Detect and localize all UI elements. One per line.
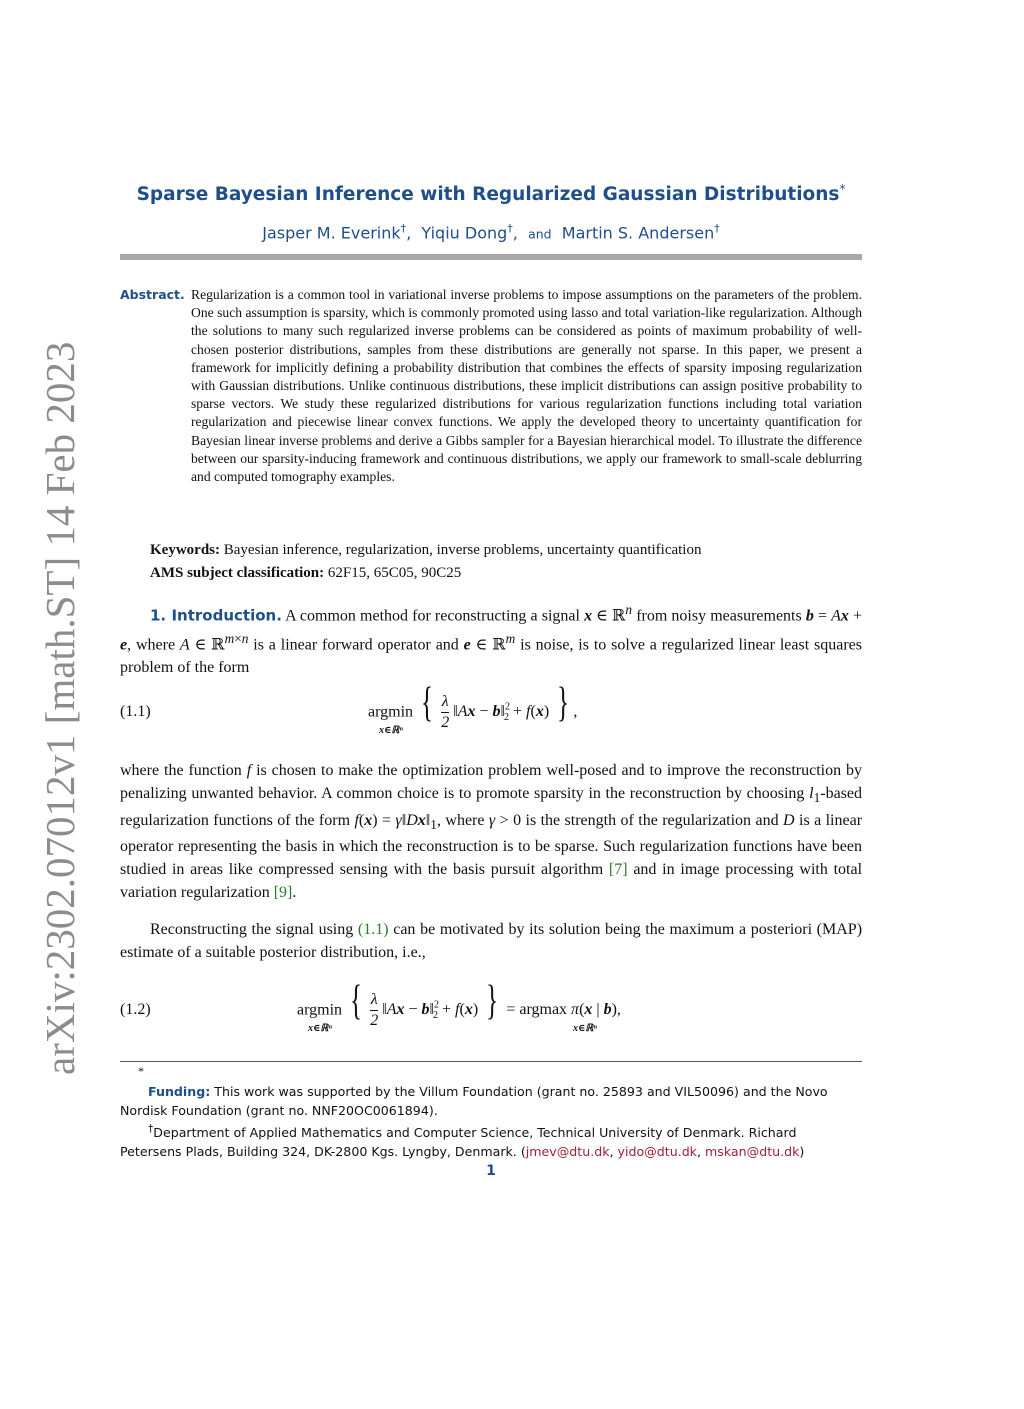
dagger-mark: † [148,1123,154,1136]
argmax-operator: argmax [519,1001,568,1018]
equation-1-2: argmin { $\frac{\lambda}{2}$ ‖Ax − b‖$^2_2$ + f(x) } = argmax π(x | b), [297,978,621,1029]
author-1: Jasper M. Everink [262,223,401,243]
citation-link-9[interactable]: [9] [273,883,293,901]
abstract-label: Abstract. [120,287,185,302]
intro-paragraph-2: where the function f is chosen to make the optimization problem well-posed and to improve the reconstruction by penalizing unwanted behavior. A common choice is to promote sparsity in the reconstruction by choosing $l_1$-based regularization functions of the form $f(x) = \gamma‖Dx‖_1$, where γ > 0 is the strength of the regularization and D is a linear operator representing the basis in which the reconstruction is to be sparse. Such regularization functions have been studied in areas like compressed sensing with the basis pursuit algorithm [7] and in image processing with total variation regularization [9]. [120,762,863,901]
title-footnote-mark: * [839,182,846,196]
footnote-divider [120,1061,862,1062]
intro-text: Reconstructing the signal using [150,921,354,938]
intro-text: is a linear operator representing the basis in which the reconstruction is to be sparse. Such regularization functions have been studied in areas like compressed sensing with the basis pursuit algorithm [120,811,863,879]
author-list [120,222,862,242]
intro-text: and in image processing with total variation regularization [120,861,863,901]
author-1-mark: † [400,222,407,235]
page-number: 1 [486,1163,496,1179]
author-separator: , [512,223,518,243]
footnote-star-mark: * [138,1064,144,1078]
title-divider [120,254,862,260]
funding-text: This work was supported by the Villum Foundation (grant no. 25893 and VIL50096) and the Novo Nordisk Foundation (grant no. NNF20OC0061894). [120,1084,828,1118]
funding-label: Funding: [148,1084,211,1099]
equation-number-1-1: (1.1) [120,703,151,720]
ams-text: 62F15, 65C05, 90C25 [327,565,462,581]
keywords-label: Keywords: [150,542,220,558]
argmin-subscript: x∈ℝⁿ [379,725,403,736]
intro-text: , where [127,636,176,654]
intro-text: is noise, is to solve a regularized linear least squares problem of the form [120,636,862,677]
intro-text: where [445,811,485,829]
intro-text: is chosen to make the optimization problem well-posed and to improve the reconstruction by penalizing unwanted behavior. A common choice is to promote sparsity in the reconstruction by choosing [120,762,863,802]
email-link-2[interactable]: yido@dtu.dk [617,1143,697,1159]
equation-number-1-2: (1.2) [120,1001,151,1018]
paper-title [120,182,862,205]
author-3-mark: † [714,222,720,235]
intro-paragraph-3 [120,919,862,964]
intro-paragraph-1: 1. Introduction. A common method for reconstructing a signal x ∈ ℝ$^n$ from noisy measurements b = Ax + e, where A ∈ ℝ$^{m\times n}$ is a linear forward operator and e ∈ ℝ$^m$ is noise, is to solve a regularized linear least squares problem of the form [120,602,862,677]
email-link-1[interactable]: jmev@dtu.dk [525,1143,610,1159]
argmin-operator: argmin [368,703,414,721]
author-separator: , [406,223,412,243]
argmin-subscript: x∈ℝⁿ [308,1023,332,1034]
email-link-3[interactable]: mskan@dtu.dk [705,1143,800,1159]
author-2: Yiqiu Dong [421,223,508,243]
intro-text: can be motivated by its solution being the maximum a posteriori (MAP) estimate of a suitable posterior distribution, i.e., [120,921,863,961]
affiliation-footnote: †Department of Applied Mathematics and Computer Science, Technical University of Denmark. Richard Petersens Plads, Building 324, DK-2800 Kgs. Lyngby, Denmark. (jmev@dtu.dk, yido@dtu.dk, mskan@dtu.dk) [120,1123,805,1159]
section-heading-introduction: 1. Introduction. [150,606,282,625]
author-3: Martin S. Andersen [561,223,715,243]
argmax-subscript: x∈ℝⁿ [573,1023,597,1034]
argmin-operator: argmin [297,1001,343,1019]
author-2-mark: † [507,222,513,235]
abstract-text: Regularization is a common tool in variational inverse problems to impose assumptions on the parameters of the problem. One such assumption is sparsity, which is commonly promoted using lasso and total variation-like regularization. Although the solutions to many such regularized inverse problems can be considered as points of maximum probability of well-chosen posterior distributions, samples from these distributions are generally not sparse. In this paper, we present a framework for implicitly defining a probability distribution that combines the effects of sparsity imposing regularization with Gaussian distributions. Unlike continuous distributions, these implicit distributions can assign positive probability to sparse vectors. We study these regularized distributions for various regularization functions including total variation regularization and piecewise linear convex functions. We apply the developed theory to uncertainty quantification for Bayesian linear inverse problems and derive a Gibbs sampler for a Bayesian hierarchical model. To illustrate the difference between our sparsity-inducing framework and continuous distributions, we apply our framework to small-scale deblurring and computed tomography examples. [191,287,862,485]
footnotes [120,1083,862,1162]
title-text: Sparse Bayesian Inference with Regularized Gaussian Distributions [136,184,840,206]
intro-text: is a linear forward operator and [253,636,459,654]
intro-text: is the strength of the regularization and [525,811,779,829]
keywords-block [150,539,701,585]
arxiv-identifier-stamp: arXiv:2302.07012v1 [math.ST] 14 Feb 2023 [37,341,83,1075]
funding-footnote [120,1083,862,1120]
intro-text: from noisy measurements [636,607,802,625]
affiliation-text: Department of Applied Mathematics and Computer Science, Technical University of Denmark. Richard Petersens Plads, Building 324, DK-2800 Kgs. Lyngby, Denmark. [120,1125,797,1159]
citation-link-7[interactable]: [7] [608,861,628,879]
author-and: and [528,226,552,242]
intro-text: where the function [120,762,242,779]
keywords-text: Bayesian inference, regularization, inverse problems, uncertainty quantification [223,542,702,558]
equation-1-1: argmin { $\frac{\lambda}{2}$ ‖Ax − b‖$^2_2$ + f(x) } , [368,680,578,731]
abstract [120,286,862,486]
equation-ref-link-1-1[interactable]: (1.1) [357,921,389,938]
intro-text: A common method for reconstructing a signal [285,607,580,625]
intro-text: -based regularization functions of the form [120,784,863,829]
ams-label: AMS subject classification: [150,565,325,581]
